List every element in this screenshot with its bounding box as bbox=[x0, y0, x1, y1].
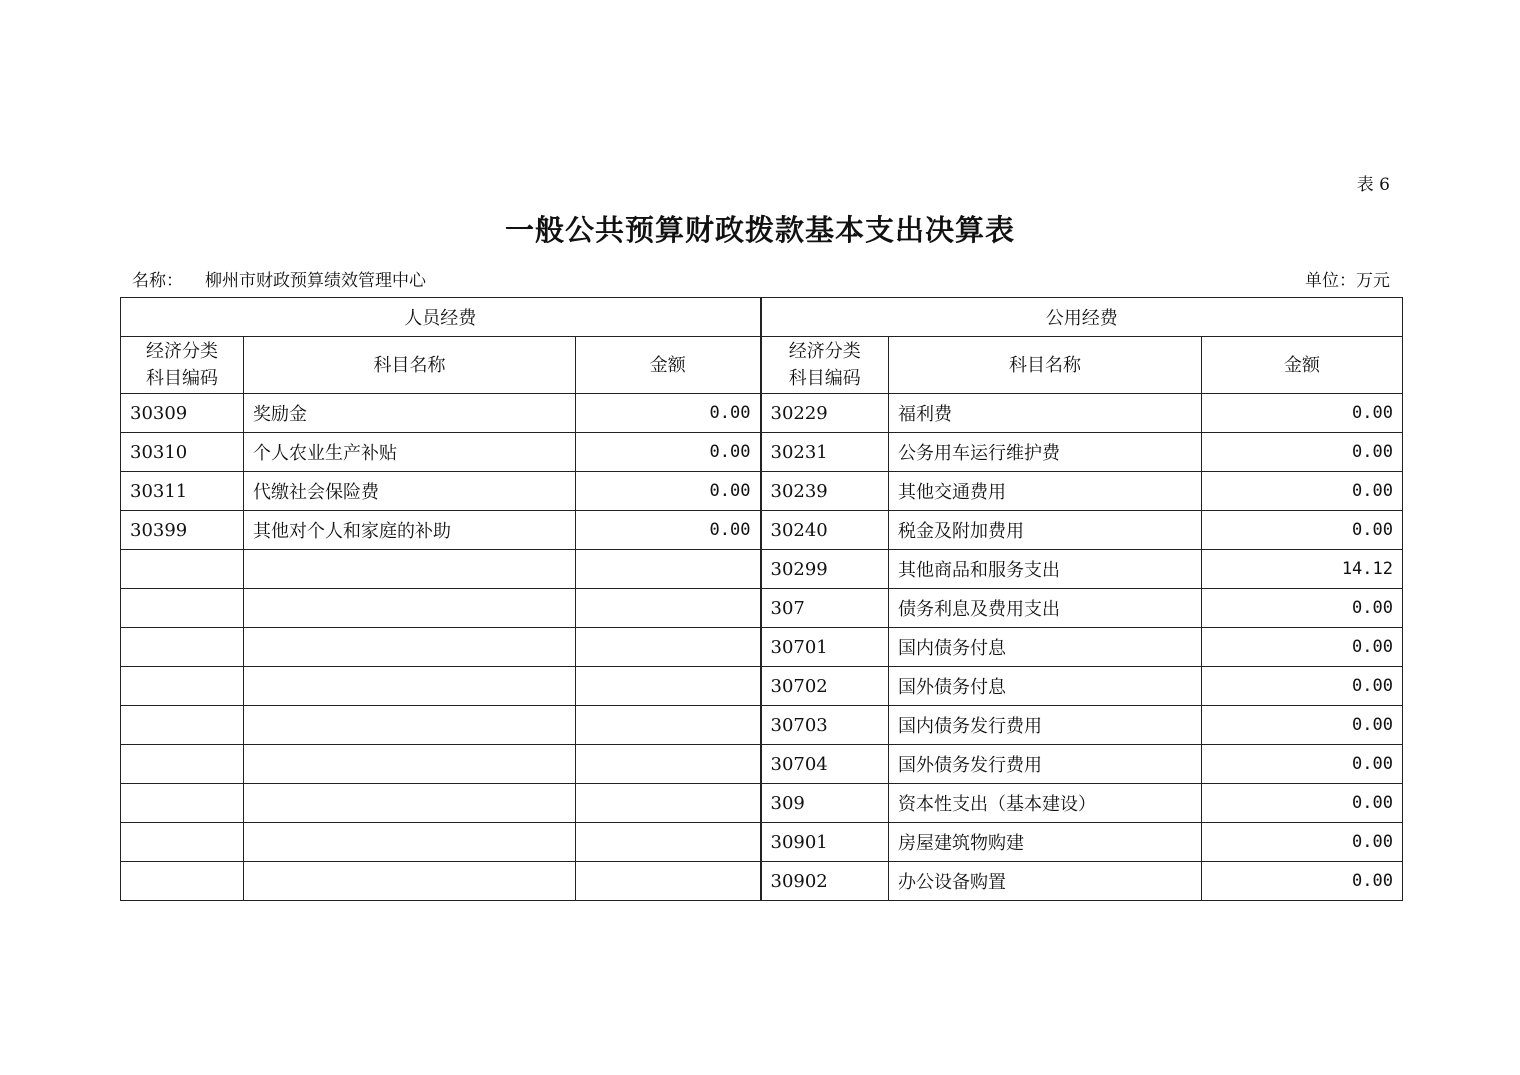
personnel-amount-cell: 0.00 bbox=[576, 472, 761, 511]
table-row bbox=[121, 550, 1403, 589]
public-name-cell: 其他交通费用 bbox=[889, 472, 1202, 511]
personnel-amount-cell bbox=[576, 784, 761, 823]
personnel-amount-cell: 0.00 bbox=[576, 433, 761, 472]
personnel-code-cell: 30399 bbox=[121, 511, 244, 550]
personnel-amount-cell bbox=[576, 862, 761, 901]
public-amount-cell: 14.12 bbox=[1202, 550, 1403, 589]
public-amount-cell: 0.00 bbox=[1202, 511, 1403, 550]
personnel-name-cell: 其他对个人和家庭的补助 bbox=[244, 511, 576, 550]
personnel-name-cell bbox=[244, 628, 576, 667]
group-personnel: 人员经费 bbox=[121, 298, 761, 337]
public-code-cell: 30701 bbox=[761, 628, 889, 667]
public-name-cell: 税金及附加费用 bbox=[889, 511, 1202, 550]
personnel-code-cell bbox=[121, 667, 244, 706]
public-name-cell: 国内债务发行费用 bbox=[889, 706, 1202, 745]
public-code-cell: 30240 bbox=[761, 511, 889, 550]
public-amount-cell: 0.00 bbox=[1202, 394, 1403, 433]
public-amount-cell: 0.00 bbox=[1202, 628, 1403, 667]
personnel-code-cell bbox=[121, 784, 244, 823]
public-name-cell: 债务利息及费用支出 bbox=[889, 589, 1202, 628]
table-row bbox=[121, 589, 1403, 628]
personnel-code-cell bbox=[121, 589, 244, 628]
page-title: 一般公共预算财政拨款基本支出决算表 bbox=[504, 213, 1015, 247]
table-number: 表 6 bbox=[1356, 175, 1390, 195]
table-row bbox=[121, 472, 1403, 511]
personnel-name-cell bbox=[244, 589, 576, 628]
public-name-cell: 其他商品和服务支出 bbox=[889, 550, 1202, 589]
public-name-cell: 房屋建筑物购建 bbox=[889, 823, 1202, 862]
personnel-code-cell bbox=[121, 745, 244, 784]
public-name-cell: 福利费 bbox=[889, 394, 1202, 433]
unit-label: 单位：万元 bbox=[1305, 271, 1390, 291]
public-code-cell: 30702 bbox=[761, 667, 889, 706]
personnel-code-cell bbox=[121, 550, 244, 589]
expenditure-table bbox=[120, 297, 1403, 901]
public-amount-cell: 0.00 bbox=[1202, 589, 1403, 628]
meta-line bbox=[132, 266, 1390, 291]
personnel-amount-cell: 0.00 bbox=[576, 394, 761, 433]
public-amount-cell: 0.00 bbox=[1202, 472, 1403, 511]
public-name-cell: 公务用车运行维护费 bbox=[889, 433, 1202, 472]
personnel-name-cell bbox=[244, 823, 576, 862]
public-amount-cell: 0.00 bbox=[1202, 706, 1403, 745]
personnel-name-cell bbox=[244, 745, 576, 784]
table-row bbox=[121, 394, 1403, 433]
table-row bbox=[121, 745, 1403, 784]
public-name-cell: 国外债务发行费用 bbox=[889, 745, 1202, 784]
personnel-amount-cell bbox=[576, 589, 761, 628]
p-name-header: 科目名称 bbox=[244, 337, 576, 394]
public-code-cell: 30902 bbox=[761, 862, 889, 901]
table-row bbox=[121, 706, 1403, 745]
personnel-name-cell bbox=[244, 784, 576, 823]
personnel-amount-cell bbox=[576, 628, 761, 667]
public-amount-cell: 0.00 bbox=[1202, 862, 1403, 901]
g-amount-header: 金额 bbox=[1202, 337, 1403, 394]
table-row bbox=[121, 628, 1403, 667]
g-code-header: 经济分类 科目编码 bbox=[761, 337, 889, 394]
personnel-name-cell bbox=[244, 706, 576, 745]
personnel-amount-cell bbox=[576, 667, 761, 706]
personnel-code-cell bbox=[121, 862, 244, 901]
name-label: 名称： bbox=[132, 271, 183, 291]
group-header-row bbox=[121, 298, 1403, 337]
public-amount-cell: 0.00 bbox=[1202, 745, 1403, 784]
public-code-cell: 307 bbox=[761, 589, 889, 628]
personnel-code-cell: 30311 bbox=[121, 472, 244, 511]
personnel-name-cell bbox=[244, 862, 576, 901]
public-amount-cell: 0.00 bbox=[1202, 433, 1403, 472]
personnel-name-cell bbox=[244, 550, 576, 589]
org-info bbox=[132, 266, 426, 291]
personnel-amount-cell bbox=[576, 706, 761, 745]
personnel-amount-cell bbox=[576, 745, 761, 784]
personnel-code-cell: 30310 bbox=[121, 433, 244, 472]
public-code-cell: 30239 bbox=[761, 472, 889, 511]
personnel-amount-cell bbox=[576, 823, 761, 862]
public-code-cell: 30703 bbox=[761, 706, 889, 745]
public-name-cell: 国外债务付息 bbox=[889, 667, 1202, 706]
personnel-name-cell: 奖励金 bbox=[244, 394, 576, 433]
table-row bbox=[121, 823, 1403, 862]
org-name: 柳州市财政预算绩效管理中心 bbox=[205, 271, 426, 291]
public-amount-cell: 0.00 bbox=[1202, 823, 1403, 862]
personnel-code-cell bbox=[121, 706, 244, 745]
group-public: 公用经费 bbox=[761, 298, 1403, 337]
p-code-header: 经济分类 科目编码 bbox=[121, 337, 244, 394]
personnel-name-cell: 个人农业生产补贴 bbox=[244, 433, 576, 472]
public-code-cell: 30231 bbox=[761, 433, 889, 472]
personnel-name-cell bbox=[244, 667, 576, 706]
table-row bbox=[121, 862, 1403, 901]
personnel-amount-cell: 0.00 bbox=[576, 511, 761, 550]
public-code-cell: 30299 bbox=[761, 550, 889, 589]
personnel-amount-cell bbox=[576, 550, 761, 589]
personnel-code-cell bbox=[121, 823, 244, 862]
public-code-cell: 30704 bbox=[761, 745, 889, 784]
p-amount-header: 金额 bbox=[576, 337, 761, 394]
public-code-cell: 309 bbox=[761, 784, 889, 823]
column-header-row bbox=[121, 337, 1403, 394]
public-name-cell: 资本性支出（基本建设） bbox=[889, 784, 1202, 823]
table-row bbox=[121, 511, 1403, 550]
personnel-code-cell bbox=[121, 628, 244, 667]
table-row bbox=[121, 667, 1403, 706]
public-amount-cell: 0.00 bbox=[1202, 784, 1403, 823]
g-name-header: 科目名称 bbox=[889, 337, 1202, 394]
public-code-cell: 30901 bbox=[761, 823, 889, 862]
public-name-cell: 办公设备购置 bbox=[889, 862, 1202, 901]
public-amount-cell: 0.00 bbox=[1202, 667, 1403, 706]
personnel-name-cell: 代缴社会保险费 bbox=[244, 472, 576, 511]
public-code-cell: 30229 bbox=[761, 394, 889, 433]
table-row bbox=[121, 784, 1403, 823]
personnel-code-cell: 30309 bbox=[121, 394, 244, 433]
table-row bbox=[121, 433, 1403, 472]
public-name-cell: 国内债务付息 bbox=[889, 628, 1202, 667]
